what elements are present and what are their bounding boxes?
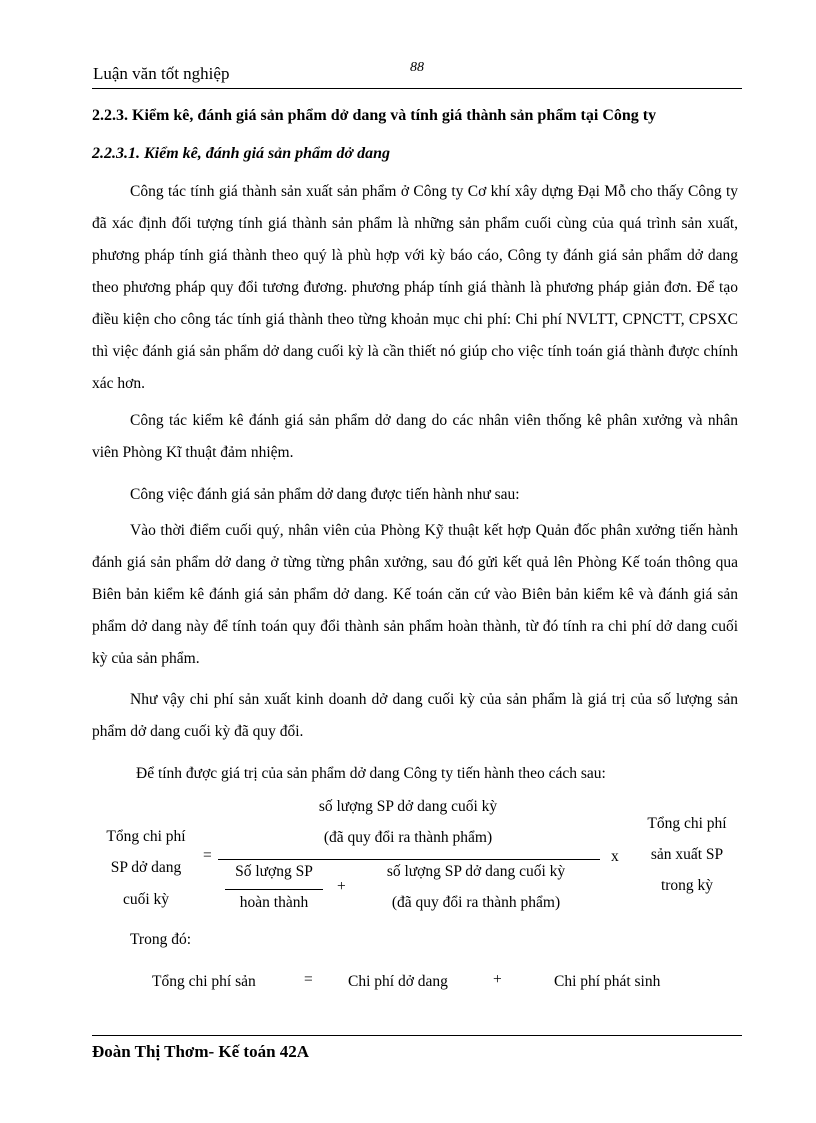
paragraph: Công tác kiểm kê đánh giá sản phẩm dở dang do các nhân viên thống kê phân xưởng và nhân viên Phòng Kĩ thuật đảm nhiệm. [92,412,738,461]
paragraph: Công tác tính giá thành sản xuất sản phẩm ở Công ty Cơ khí xây dựng Đại Mỗ cho thấy Công ty đã xác định đối tượng tính giá thành sản phẩm là những sản phẩm cuối cùng của quá trình sản xuất, phương pháp tính giá thành theo quý là phù hợp với kỳ báo cáo, Công ty đánh giá sản phẩm dở dang theo phương pháp quy đổi tương đương. phương pháp tính giá thành là phương pháp giản đơn. Để tạo điều kiện cho công tác tính giá thành theo từng khoản mục chi phí: Chi phí NVLTT, CPNCTT, CPSXC thì việc đánh giá sản phẩm dở dang cuối kỳ là cần thiết nó giúp cho việc tính toán giá thành được chính xác hơn. [92,183,738,392]
formula2-plus-sign: + [493,971,502,988]
formula-lhs-line: Tổng chi phí [106,828,186,845]
formula-times-sign: x [611,848,619,865]
formula-equals-sign: = [203,847,212,864]
paragraph: Để tính được giá trị của sản phẩm dở dang Công ty tiến hành theo cách sau: [136,765,606,782]
subsection-title: 2.2.3.1. Kiểm kê, đánh giá sản phẩm dở dang [92,145,390,162]
page-header [92,56,742,89]
paragraph: Như vậy chi phí sản xuất kinh doanh dở dang cuối kỳ của sản phẩm là giá trị của số lượng sản phẩm dở dang cuối kỳ đã quy đổi. [92,691,738,740]
formula-denominator-left-line: hoàn thành [239,894,309,911]
where-label: Trong đó: [130,931,192,948]
formula-denominator-right-line: (đã quy đổi ra thành phẩm) [391,894,561,911]
section-title: 2.2.3. Kiểm kê, đánh giá sản phẩm dở dang và tính giá thành sản phẩm tại Công ty [92,107,657,124]
paragraph: Công việc đánh giá sản phẩm dở dang được tiến hành như sau: [130,486,520,503]
page-number: 88 [410,60,424,75]
fraction-bar [218,859,600,860]
formula-rhs-line: Tổng chi phí [647,815,727,832]
formula2-term2: Chi phí phát sinh [554,973,661,990]
footer-divider [92,1035,742,1036]
formula-numerator-line: số lượng SP dở dang cuối kỳ [318,798,498,815]
thesis-header-title: Luận văn tốt nghiệp [93,64,230,83]
formula-lhs-line: SP dở dang [110,859,182,876]
paragraph: Vào thời điểm cuối quý, nhân viên của Phòng Kỹ thuật kết hợp Quản đốc phân xưởng tiến hành đánh giá sản phẩm dở dang ở từng từng phân xưởng, sau đó gửi kết quả lên Phòng Kế toán thông qua Biên bản kiểm kê đánh giá sản phẩm dở dang. Kế toán căn cứ vào Biên bản kiểm kê và đánh giá sản phẩm dở dang này để tính toán quy đổi thành sản phẩm hoàn thành, từ đó tính ra chi phí dở dang cuối kỳ của sản phẩm. [92,522,738,667]
formula-plus-sign: + [337,878,346,895]
formula-denominator-right-line: số lượng SP dở dang cuối kỳ [386,863,566,880]
formula2-term1: Chi phí dở dang [348,973,448,990]
formula2-equals-sign: = [304,971,313,988]
formula-numerator-line: (đã quy đổi ra thành phẩm) [323,829,493,846]
formula-rhs-line: sản xuất SP [650,846,724,863]
sub-fraction-bar [225,889,323,890]
formula-lhs-line: cuối kỳ [122,891,170,908]
formula2-left: Tổng chi phí sản [152,973,256,990]
footer-author: Đoàn Thị Thơm- Kế toán 42A [92,1042,310,1061]
formula-rhs-line: trong kỳ [660,877,714,894]
formula-denominator-left-line: Số lượng SP [235,863,313,880]
